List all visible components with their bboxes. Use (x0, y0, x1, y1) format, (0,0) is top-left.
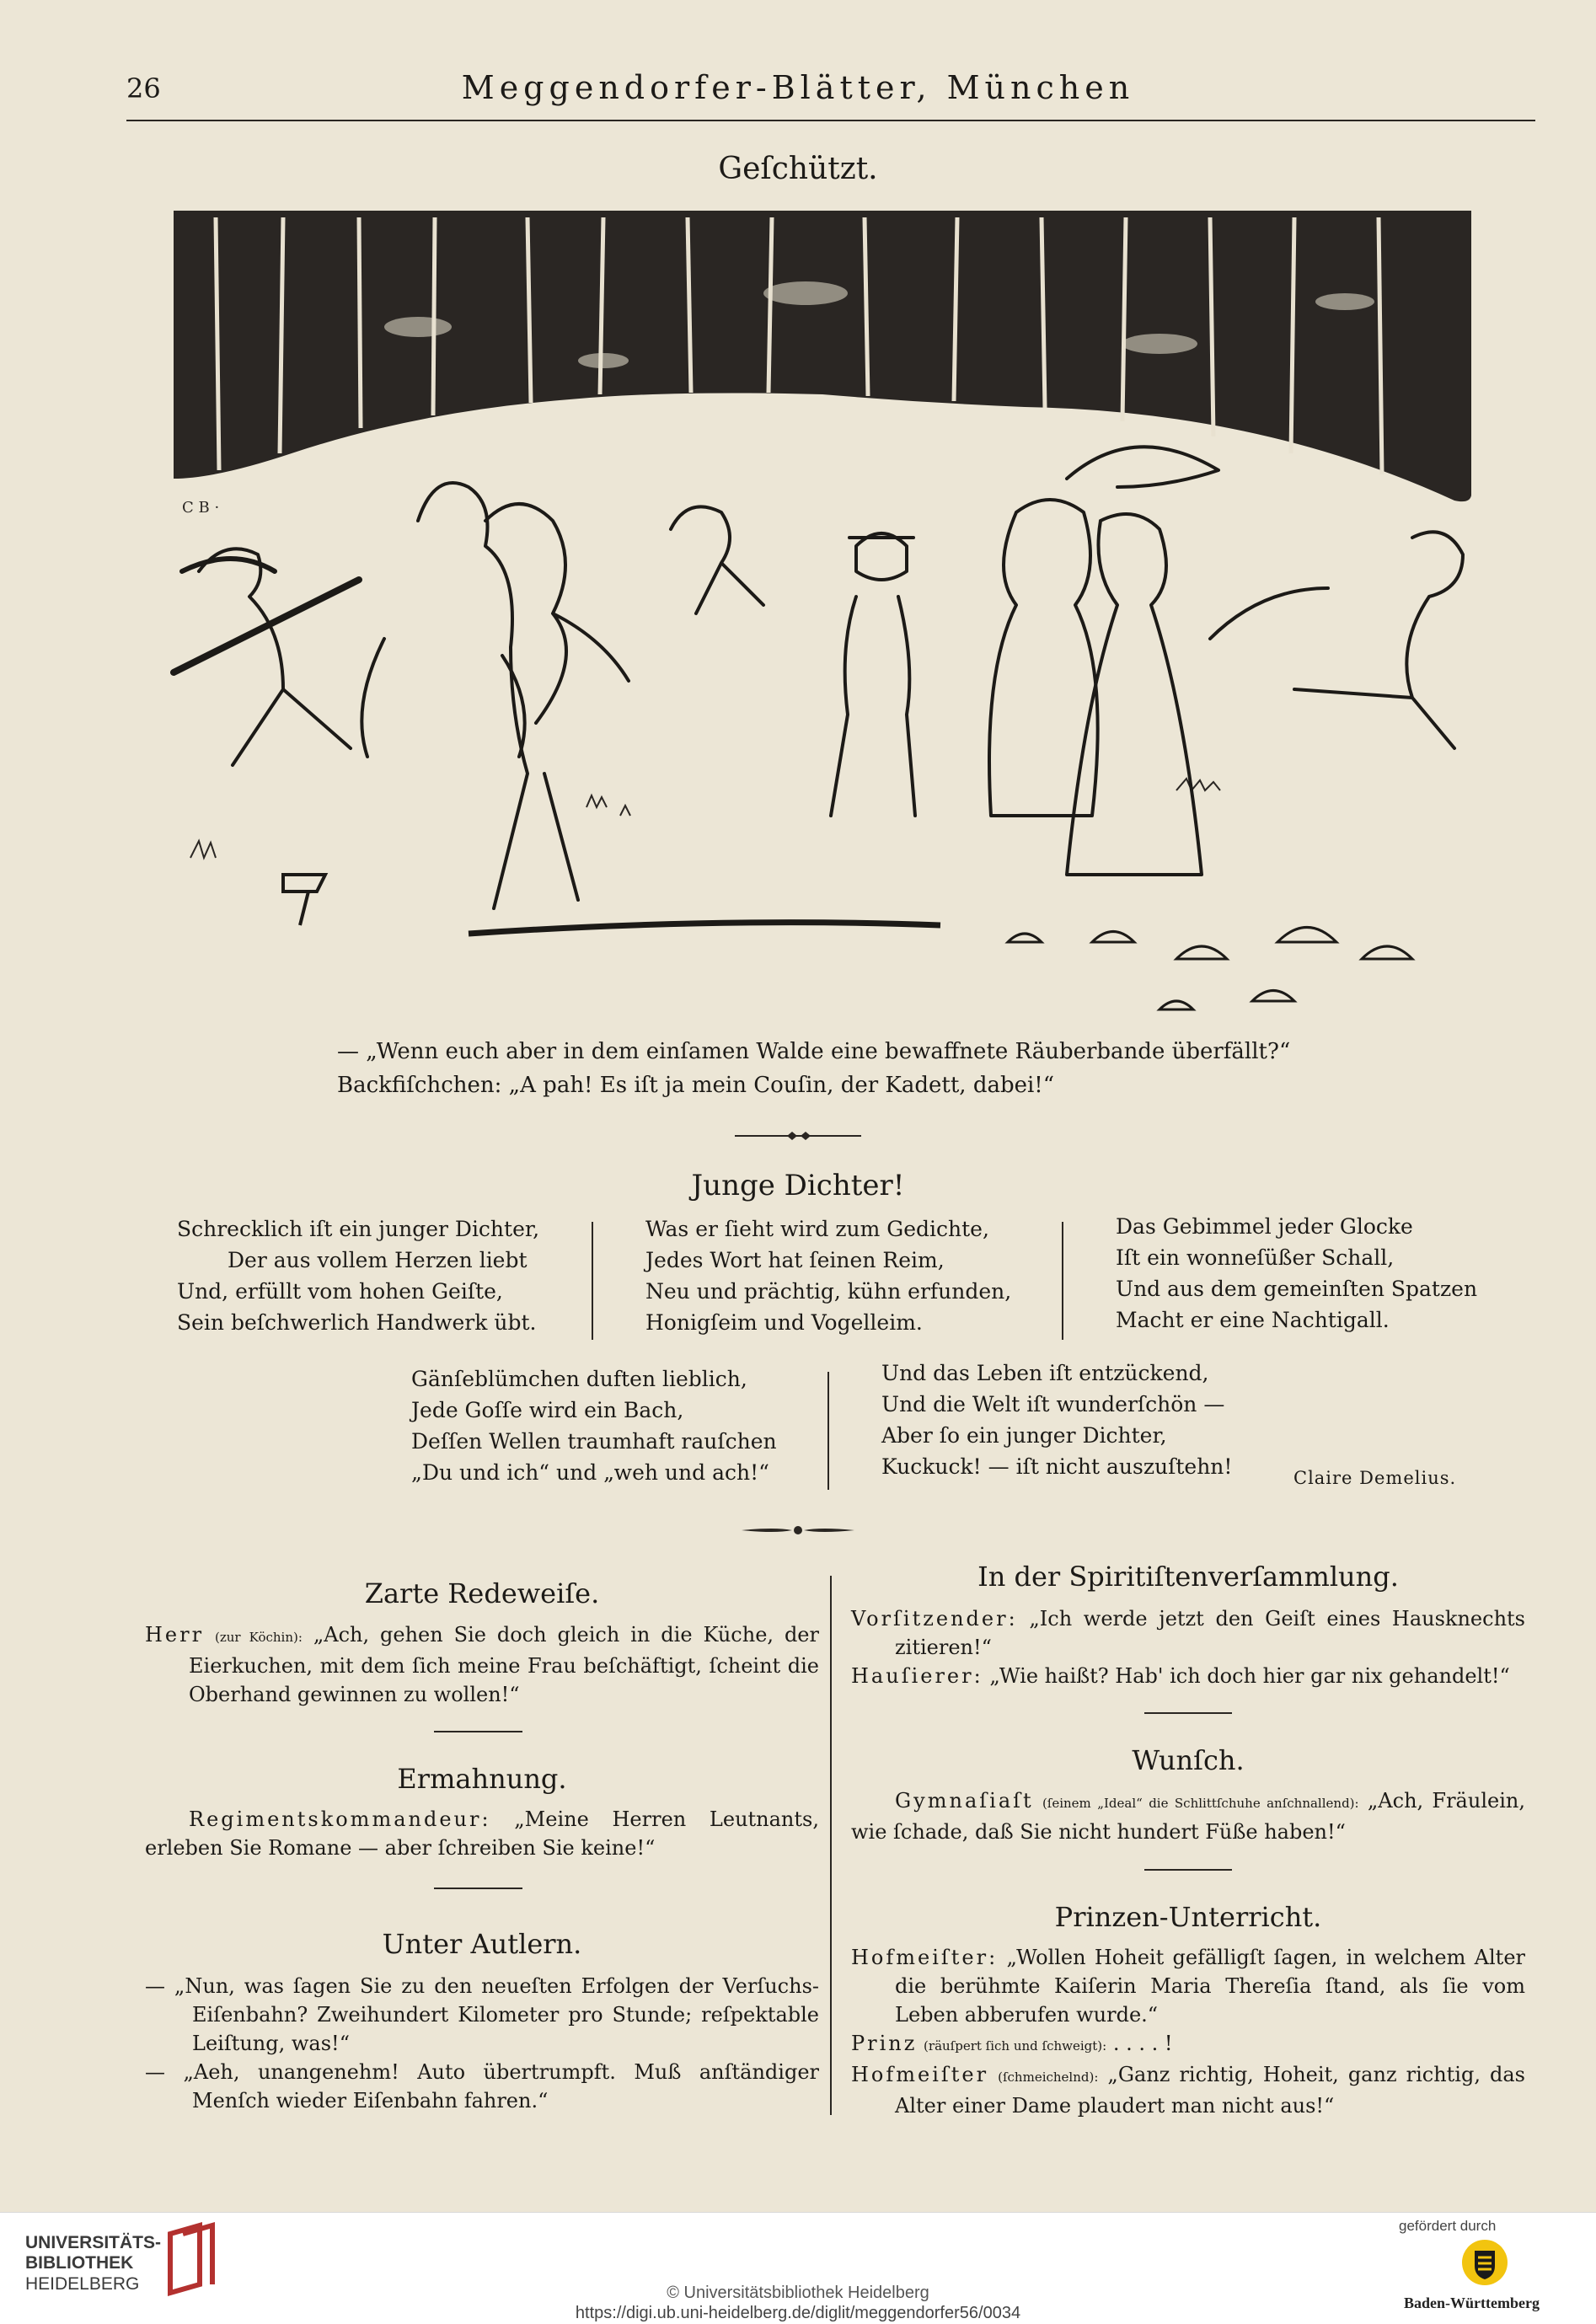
section-title-wunsch: Wunſch. (1132, 1744, 1245, 1776)
verse-line: Neu und prächtig, kühn erfunden, (645, 1279, 1012, 1304)
verse-line: Schrecklich iſt ein junger Dichter, (177, 1217, 540, 1241)
section-title-ermahnung: Ermahnung. (397, 1763, 567, 1795)
poem-title: Junge Dichter! (691, 1169, 905, 1202)
column-divider (830, 1576, 832, 2115)
speaker: Hauſierer: (851, 1664, 983, 1688)
stage-note: (räuſpert ſich und ſchweigt): (924, 2038, 1107, 2054)
library-line: BIBLIOTHEK (25, 2253, 134, 2273)
poem-stanza-2 (645, 1213, 1011, 1338)
verse-line: Der aus vollem Herzen liebt (228, 1248, 528, 1272)
section-rule (434, 1731, 522, 1732)
cartoon-caption (337, 1035, 1348, 1102)
dialogue: „Ach, Fräulein, wie ſchade, daß Sie nicht hundert Füße haben!“ (851, 1789, 1525, 1844)
verse-line: Deſſen Wellen traumhaft rauſchen (411, 1429, 777, 1454)
speaker: Hofmeiſter (851, 2063, 989, 2086)
dialogue: „Ach, gehen Sie doch gleich in die Küche, der Eierkuchen, mit dem ſich meine Frau beſchäftigt, ſcheint die Oberhand gewinnen zu wollen!“ (189, 1623, 819, 1706)
verse-line: Was er ſieht wird zum Gedichte, (645, 1217, 989, 1241)
stage-note: (ſeinem „Ideal“ die Schlittſchuhe anſchnallend): (1042, 1796, 1359, 1811)
stage-note: (ſchmeichelnd): (998, 2070, 1099, 2085)
dialogue: — „Aeh, unangenehm! Auto übertrumpft. Muß anſtändiger Menſch wieder Eiſenbahn fahren.“ (145, 2060, 819, 2112)
svg-text:C B ·: C B · (182, 499, 220, 517)
speaker: Hofmeiſter: (851, 1946, 999, 1969)
section-rule (434, 1888, 522, 1889)
poem-column-rule (827, 1372, 829, 1490)
dialogue: . . . . ! (1112, 2032, 1173, 2055)
section-title-autlern: Unter Autlern. (382, 1928, 582, 1960)
verse-line: Honigſeim und Vogelleim. (645, 1310, 923, 1335)
forest-illustration (165, 201, 1480, 1035)
section-rule (1144, 1869, 1232, 1871)
verse-line: Gänſeblümchen duften lieblich, (411, 1367, 747, 1391)
anecdote-ermahnung (145, 1805, 819, 1862)
anecdote-wunsch (851, 1786, 1525, 1846)
funded-by-label: gefördert durch (1399, 2218, 1497, 2234)
permalink[interactable]: https://digi.ub.uni-heidelberg.de/diglit/meggendorfer56/0034 (575, 2304, 1021, 2322)
anecdote-autlern (145, 1972, 819, 2115)
speaker: Gymnaſiaſt (895, 1789, 1034, 1813)
header-rule (126, 120, 1535, 121)
section-title-prinzen: Prinzen-Unterricht. (1054, 1901, 1322, 1933)
section-rule (1144, 1712, 1232, 1714)
poem-column-rule (1062, 1222, 1063, 1340)
verse-line: Iſt ein wonneſüßer Schall, (1116, 1245, 1395, 1270)
page-number: 26 (126, 72, 161, 104)
verse-line: Und das Leben iſt entzückend, (881, 1361, 1209, 1385)
speaker: Herr (145, 1623, 205, 1647)
caption-line-2: Backfiſchchen: „A pah! Es iſt ja mein Couſin, der Kadett, dabei!“ (337, 1073, 1055, 1098)
poem-stanza-1 (177, 1213, 539, 1338)
library-line: UNIVERSITÄTS- (25, 2233, 162, 2252)
running-head: Meggendorfer-Blätter, München (461, 69, 1135, 106)
library-city: HEIDELBERG (25, 2274, 140, 2294)
stage-note: (zur Köchin): (215, 1630, 303, 1645)
verse-line: Aber ſo ein junger Dichter, (881, 1423, 1167, 1448)
dialogue: „Wollen Hoheit gefälligſt ſagen, in welchem Alter die berühmte Kaiſerin Maria Thereſia ſtand, als ſie vom Leben abberufen wurde.“ (895, 1946, 1525, 2027)
anecdote-zarte (145, 1620, 819, 1709)
poem-column-rule (592, 1222, 593, 1340)
verse-line: Kuckuck! — iſt nicht auszuſtehn! (881, 1454, 1233, 1479)
section-title-zarte: Zarte Redeweiſe. (364, 1577, 600, 1609)
verse-line: Sein beſchwerlich Handwerk übt. (177, 1310, 537, 1335)
dialogue: „Ich werde jetzt den Geiſt eines Hausknechts zitieren!“ (895, 1607, 1525, 1659)
poem-stanza-5 (881, 1357, 1232, 1482)
anecdote-prinzen (851, 1943, 1525, 2120)
section-title-spiritisten: In der Spiritiſtenverſammlung. (977, 1561, 1399, 1593)
speaker: Regimentskommandeur: (189, 1807, 491, 1831)
ornament-divider (735, 1127, 861, 1144)
verse-line: Und, erfüllt vom hohen Geiſte, (177, 1279, 503, 1304)
library-name (25, 2233, 161, 2273)
poem-author: Claire Demelius. (1293, 1468, 1457, 1488)
verse-line: Und aus dem gemeinſten Spatzen (1116, 1277, 1478, 1301)
cartoon-title: Geſchützt. (718, 152, 878, 186)
copyright-notice: © Universitätsbibliothek Heidelberg (667, 2284, 929, 2302)
state-name: Baden-Württemberg (1404, 2295, 1540, 2311)
dialogue: „Wie haißt? Hab' ich doch hier gar nix gehandelt!“ (989, 1664, 1510, 1688)
verse-line: Das Gebimmel jeder Glocke (1116, 1214, 1413, 1239)
speaker: Prinz (851, 2032, 918, 2055)
speaker: Vorſitzender: (851, 1607, 1018, 1631)
poem-stanza-4 (411, 1363, 777, 1488)
verse-line: Jede Goſſe wird ein Bach, (411, 1398, 684, 1422)
verse-line: Jedes Wort hat ſeinen Reim, (645, 1248, 945, 1272)
verse-line: Macht er eine Nachtigall. (1116, 1308, 1390, 1332)
dialogue: „Ganz richtig, Hoheit, ganz richtig, das Alter einer Dame plaudert man nicht aus!“ (895, 2063, 1525, 2118)
caption-line-1: — „Wenn euch aber in dem einſamen Walde eine bewaffnete Räuberbande überfällt?“ (337, 1039, 1291, 1064)
verse-line: Und die Welt iſt wunderſchön — (881, 1392, 1225, 1416)
anecdote-spiritisten (851, 1604, 1525, 1690)
verse-line: „Du und ich“ und „weh und ach!“ (411, 1460, 769, 1485)
dialogue: „Meine Herren Leutnants, erleben Sie Romane — aber ſchreiben Sie keine!“ (145, 1807, 819, 1860)
ornament-divider (742, 1522, 854, 1539)
poem-stanza-3 (1116, 1211, 1477, 1336)
dialogue: — „Nun, was ſagen Sie zu den neueſten Erfolgen der Verſuchs-Eiſenbahn? Zweihundert Kilometer pro Stunde; reſpektable Leiſtung, was!“ (145, 1974, 819, 2055)
state-coat-of-arms-icon (1459, 2237, 1510, 2288)
